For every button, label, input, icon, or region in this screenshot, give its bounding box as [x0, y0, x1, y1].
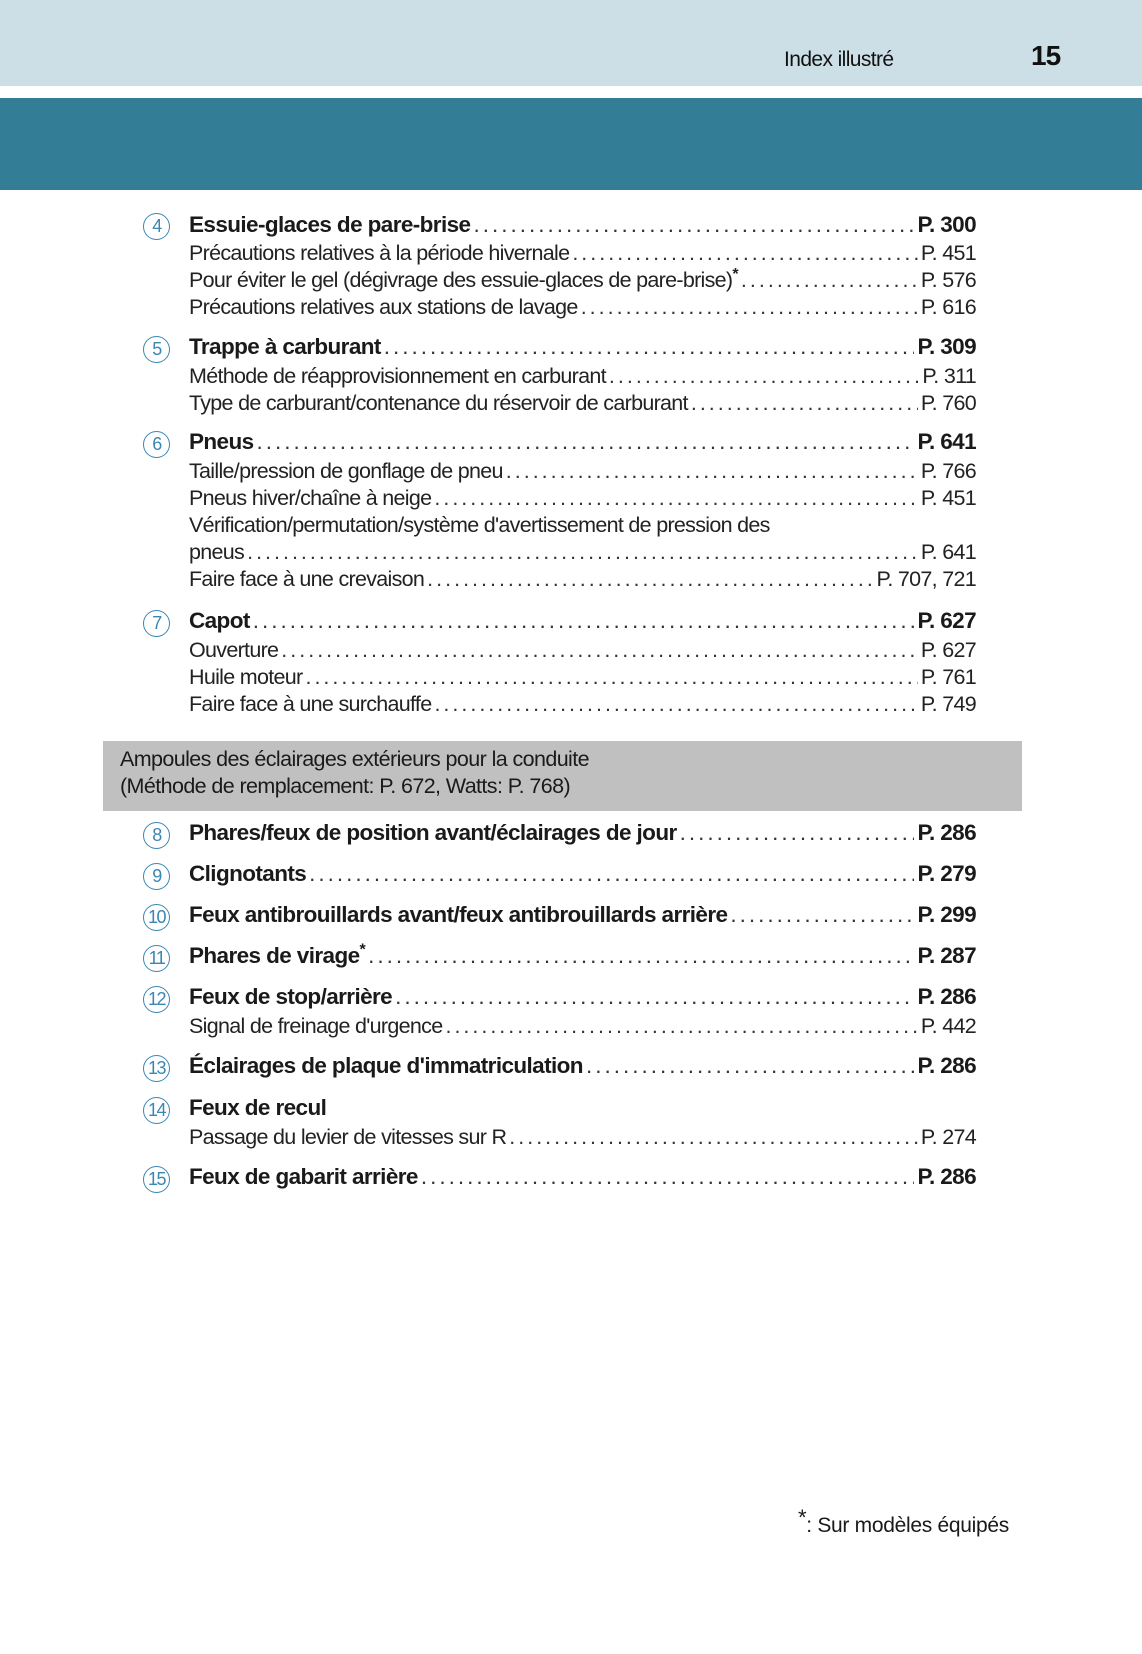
entry-label: Feux de stop/arrière: [189, 984, 393, 1009]
entry-label: Pour éviter le gel (dégivrage des essuie-glaces de pare-brise)*: [189, 265, 738, 292]
index-subentry[interactable]: [189, 540, 976, 565]
leader-dots: [434, 692, 917, 717]
leader-dots: [305, 665, 917, 690]
exterior-bulbs-heading-box: [103, 741, 1022, 811]
entry-label: Signal de freinage d'urgence: [189, 1014, 443, 1038]
page-reference[interactable]: P. 442: [920, 1014, 976, 1038]
page-reference[interactable]: P. 287: [917, 943, 976, 968]
page-reference[interactable]: P. 311: [922, 364, 976, 388]
leader-dots: [506, 459, 918, 484]
leader-dots: [281, 638, 918, 663]
item-number-badge: 15: [143, 1166, 170, 1193]
leader-dots: [680, 820, 915, 846]
index-entry[interactable]: [189, 212, 976, 238]
leader-dots: [445, 1014, 917, 1039]
entry-label: Phares/feux de position avant/éclairages de jour: [189, 820, 677, 845]
entry-label: Trappe à carburant: [189, 334, 381, 359]
index-subentry[interactable]: [189, 1014, 976, 1039]
page-reference[interactable]: P. 766: [920, 459, 976, 483]
entry-label: Faire face à une crevaison: [189, 567, 425, 591]
leader-dots: [421, 1164, 915, 1190]
leader-dots: [741, 268, 918, 293]
index-entry[interactable]: [189, 943, 976, 969]
page-reference[interactable]: P. 274: [920, 1125, 976, 1149]
page-number: 15: [1031, 40, 1061, 71]
entry-label: pneus: [189, 540, 245, 564]
page-reference[interactable]: P. 761: [920, 665, 976, 689]
index-subentry[interactable]: [189, 638, 976, 663]
leader-dots: [730, 902, 914, 928]
index-subentry[interactable]: [189, 364, 976, 389]
entry-label: Feux de gabarit arrière: [189, 1164, 418, 1189]
item-number-badge: 12: [143, 986, 170, 1013]
index-subentry[interactable]: [189, 1125, 976, 1150]
leader-dots: [434, 486, 917, 511]
index-entry[interactable]: [189, 984, 976, 1010]
item-number-badge: 5: [143, 336, 170, 363]
leader-dots: [384, 334, 915, 360]
entry-label: Feux de recul: [189, 1095, 327, 1120]
item-number-badge: 14: [143, 1097, 170, 1124]
asterisk-mark: *: [359, 941, 366, 959]
leader-dots: [368, 943, 914, 969]
entry-label: Feux antibrouillards avant/feux antibrouillards arrière: [189, 902, 728, 927]
page-reference[interactable]: P. 309: [917, 334, 976, 359]
footnote-text: : Sur modèles équipés: [806, 1514, 1009, 1537]
leader-dots: [257, 429, 915, 455]
page-reference[interactable]: P. 641: [920, 540, 976, 564]
leader-dots: [509, 1125, 918, 1150]
leader-dots: [427, 567, 873, 592]
leader-dots: [691, 391, 918, 416]
entry-label: Précautions relatives aux stations de lavage: [189, 295, 578, 319]
index-subentry[interactable]: [189, 295, 976, 320]
leader-dots: [309, 861, 914, 887]
item-number-badge: 11: [143, 945, 170, 972]
item-number-badge: 10: [143, 904, 170, 931]
entry-label: Méthode de réapprovisionnement en carburant: [189, 364, 606, 388]
entry-label: Passage du levier de vitesses sur R: [189, 1125, 507, 1149]
leader-dots: [572, 241, 917, 266]
leader-dots: [586, 1053, 915, 1079]
entry-label: Capot: [189, 608, 250, 633]
page-reference[interactable]: P. 286: [917, 1164, 976, 1189]
entry-label: Clignotants: [189, 861, 307, 886]
item-number-badge: 9: [143, 863, 170, 890]
index-subentry[interactable]: [189, 391, 976, 416]
leader-dots: [581, 295, 918, 320]
leader-dots: [609, 364, 919, 389]
page-reference[interactable]: P. 300: [917, 212, 976, 237]
entry-label: Faire face à une surchauffe: [189, 692, 432, 716]
page-reference[interactable]: P. 286: [917, 1053, 976, 1078]
index-subentry[interactable]: [189, 692, 976, 717]
leader-dots: [253, 608, 915, 634]
bulbs-replacement-reference[interactable]: (Méthode de remplacement: P. 672, Watts: P. 768): [120, 774, 571, 798]
page-reference[interactable]: P. 627: [920, 638, 976, 662]
index-entry[interactable]: [189, 608, 976, 634]
page-reference[interactable]: P. 627: [917, 608, 976, 633]
entry-label: Pneus: [189, 429, 254, 454]
leader-dots: [395, 984, 914, 1010]
page-reference[interactable]: P. 641: [917, 429, 976, 454]
index-entry: [189, 1095, 976, 1121]
index-entry[interactable]: [189, 902, 976, 928]
page-reference[interactable]: P. 286: [917, 820, 976, 845]
page-reference[interactable]: P. 576: [920, 268, 976, 292]
entry-label: Éclairages de plaque d'immatriculation: [189, 1053, 583, 1078]
footnote: [798, 1505, 1009, 1538]
entry-label: Taille/pression de gonflage de pneu: [189, 459, 503, 483]
leader-dots: [247, 540, 918, 565]
entry-label: Vérification/permutation/système d'avertissement de pression des: [189, 513, 770, 537]
item-number-badge: 6: [143, 431, 170, 458]
index-subentry[interactable]: [189, 265, 976, 293]
asterisk-mark: *: [732, 265, 738, 283]
item-number-badge: 8: [143, 822, 170, 849]
item-number-badge: 4: [143, 213, 170, 240]
index-subentry-wrapped-line: [189, 513, 976, 538]
item-number-badge: 7: [143, 610, 170, 637]
index-subentry[interactable]: [189, 459, 976, 484]
entry-label: Essuie-glaces de pare-brise: [189, 212, 471, 237]
page-reference[interactable]: P. 299: [917, 902, 976, 927]
item-number-badge: 13: [143, 1055, 170, 1082]
index-subentry[interactable]: [189, 665, 976, 690]
page-reference[interactable]: P. 286: [917, 984, 976, 1009]
index-subentry[interactable]: [189, 567, 976, 592]
page-reference[interactable]: P. 279: [917, 861, 976, 886]
page-reference[interactable]: P. 749: [920, 692, 976, 716]
index-entry[interactable]: [189, 861, 976, 887]
index-entry[interactable]: [189, 334, 976, 360]
index-entry[interactable]: [189, 820, 976, 846]
asterisk-mark: *: [798, 1505, 807, 1530]
entry-label: Pneus hiver/chaîne à neige: [189, 486, 432, 510]
header-band: [0, 0, 1142, 86]
index-entry[interactable]: [189, 1164, 976, 1190]
leader-dots: [473, 212, 914, 238]
bulbs-heading: Ampoules des éclairages extérieurs pour la conduite: [120, 747, 589, 771]
index-entry[interactable]: [189, 429, 976, 455]
entry-label: Phares de virage*: [189, 941, 366, 968]
index-subentry[interactable]: [189, 486, 976, 511]
entry-label: Type de carburant/contenance du réservoir de carburant: [189, 391, 688, 415]
section-color-band: [0, 98, 1142, 190]
index-subentry[interactable]: [189, 241, 976, 266]
entry-label: Précautions relatives à la période hivernale: [189, 241, 570, 265]
section-title: Index illustré: [784, 48, 894, 71]
page-reference[interactable]: P. 760: [920, 391, 976, 415]
page-reference[interactable]: P. 451: [920, 241, 976, 265]
index-entry[interactable]: [189, 1053, 976, 1079]
entry-label: Huile moteur: [189, 665, 303, 689]
page-reference[interactable]: P. 451: [920, 486, 976, 510]
entry-label: Ouverture: [189, 638, 279, 662]
page-reference[interactable]: P. 707, 721: [876, 567, 976, 591]
page-reference[interactable]: P. 616: [920, 295, 976, 319]
